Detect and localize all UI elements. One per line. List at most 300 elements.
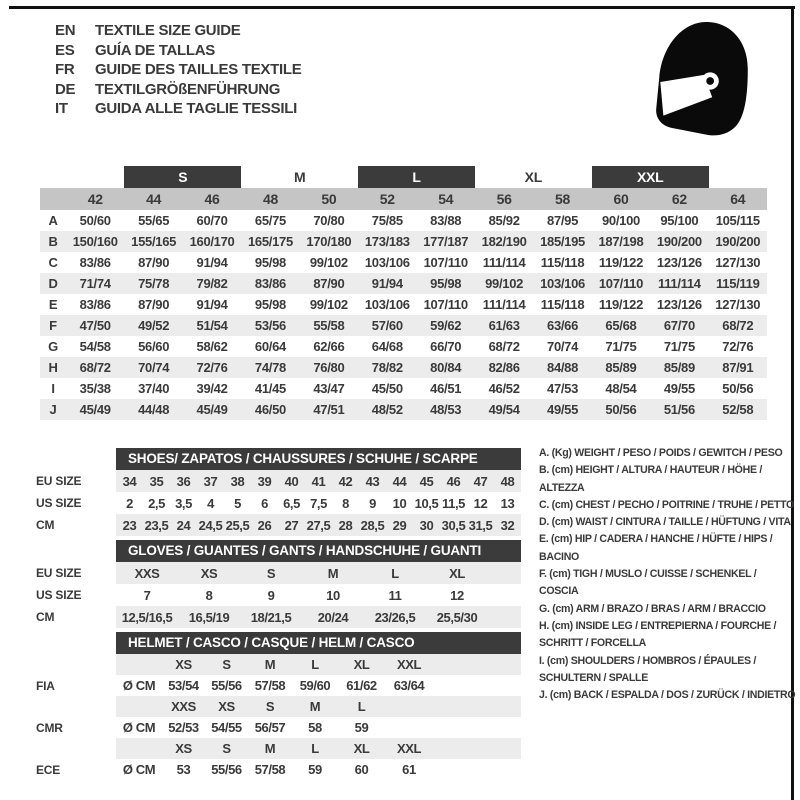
language-title: GUIDE DES TAILLES TEXTILE [95,61,302,78]
shoes-value: 44 [392,473,407,489]
size-value: 75/78 [138,276,170,291]
shoes-value: 30,5 [441,517,466,533]
size-value: 190/200 [715,234,761,249]
size-value: 50/56 [605,402,637,417]
size-value: 65/68 [605,318,637,333]
size-value: 99/102 [485,276,524,291]
shoes-value: 23 [122,517,137,533]
shoes-value: 31,5 [468,517,493,533]
helmet-value: L [311,741,319,756]
size-value: 107/110 [598,276,644,291]
helmet-row [36,675,522,696]
shoes-value: 7,5 [310,495,327,511]
row-label: G [48,339,58,354]
gloves-table [36,540,522,628]
gloves-value: 9 [267,587,275,603]
size-value: 123/126 [656,297,702,312]
size-value: 35/38 [79,381,111,396]
helmet-value: L [311,657,319,672]
size-value: 60/70 [196,213,228,228]
shoes-table-title: SHOES/ ZAPATOS / CHAUSSURES / SCHUHE / SCARPE [116,448,521,470]
size-value: 52/58 [722,402,754,417]
textile-row-g [40,336,767,357]
size-value: 78/82 [371,360,403,375]
shoes-value: 29 [392,517,407,533]
row-label: CM [36,610,55,624]
shoes-value: 6,5 [283,495,300,511]
row-label [36,696,116,717]
legend-line: D. (cm) WAIST / CINTURA / TAILLE / HÜFTUNG / VITA [539,516,791,529]
size-value: 91/94 [371,276,403,291]
gloves-value: XL [449,565,465,581]
size-value: 103/106 [364,297,410,312]
helmet-row [36,738,522,759]
helmet-value: 55/56 [211,678,242,693]
language-header [55,21,301,119]
row-label: US SIZE [36,588,82,602]
size-value: 115/119 [716,276,760,291]
shoes-value: 32 [500,517,515,533]
size-value: 45/49 [79,402,111,417]
helmet-value: 58 [308,720,322,735]
helmet-cells [116,696,521,717]
shoes-value: 46 [446,473,461,489]
size-value: 71/74 [79,276,111,291]
size-value: 177/187 [423,234,469,249]
size-value: 87/91 [722,360,754,375]
helmet-value: XL [353,657,370,672]
size-value: 87/90 [313,276,345,291]
size-column-header: 54 [438,191,454,207]
gloves-row [36,606,522,628]
size-value: 182/190 [481,234,527,249]
size-value: 48/54 [605,381,637,396]
size-column-header: 60 [613,191,629,207]
helmet-value: XXL [396,741,422,756]
size-value: 51/54 [196,318,228,333]
size-value: 107/110 [423,297,468,312]
size-value: 85/89 [605,360,637,375]
size-value: 75/85 [371,213,403,228]
size-value: 190/200 [656,234,702,249]
helmet-value: 56/57 [254,720,286,735]
textile-row-e [40,294,767,315]
size-value: 68/72 [488,339,520,354]
size-value: 72/76 [196,360,228,375]
helmet-cells [116,759,521,780]
shoes-value: 23,5 [144,517,169,533]
helmet-row [36,717,522,738]
size-column-header: 64 [730,191,746,207]
measurement-legend [539,445,797,704]
shoes-value: 48 [500,473,515,489]
helmet-value: 59/60 [299,678,331,693]
helmet-value: 61 [402,762,416,777]
legend-line: B. (cm) HEIGHT / ALTURA / HAUTEUR / HÖHE / ALTEZZA [539,464,763,494]
shoes-value: 24 [176,517,191,533]
legend-item [539,618,797,653]
page-border-top [9,6,795,9]
size-value: 49/55 [547,402,579,417]
size-value: 173/183 [364,234,410,249]
shoes-value: 8 [342,495,349,511]
size-value: 57/60 [371,318,403,333]
shoes-value: 47 [473,473,488,489]
helmet-row [36,654,522,675]
shoes-value: 5 [234,495,241,511]
legend-line: E. (cm) HIP / CADERA / HANCHE / HÜFTE / HIPS / BACINO [539,533,773,563]
size-value: 47/50 [79,318,111,333]
size-column-header: 42 [87,191,103,207]
language-code: ES [55,41,75,59]
size-value: 64/68 [371,339,403,354]
helmet-value: XS [218,699,235,714]
shoes-row [36,470,522,492]
legend-line: I. (cm) SHOULDERS / HOMBROS / ÉPAULES / [539,654,757,667]
size-value: 74/78 [254,360,286,375]
size-value: 84/88 [547,360,579,375]
language-row [55,41,301,61]
size-value: 95/98 [254,255,286,270]
gloves-value: XS [200,565,218,581]
size-column-header: 62 [671,191,687,207]
unit-label: Ø CM [122,678,156,693]
textile-row-j [40,399,767,420]
shoes-value: 28,5 [360,517,385,533]
shoes-value: 3,5 [175,495,192,511]
size-value: 83/86 [79,297,111,312]
size-value: 66/70 [430,339,462,354]
gloves-cells [116,606,521,628]
helmet-cells [116,738,521,759]
size-value: 55/65 [138,213,170,228]
legend-line: A. (Kg) WEIGHT / PESO / POIDS / GEWITCH / PESO [539,447,783,459]
gloves-value: 12 [450,587,464,603]
language-row [55,99,301,119]
legend-item [539,514,797,531]
row-label: I [51,381,55,396]
size-value: 39/42 [196,381,228,396]
row-label: B [48,234,58,249]
size-value: 87/90 [138,255,170,270]
shoes-value: 42 [338,473,353,489]
size-value: 111/114 [482,297,526,312]
helmet-value: M [309,699,321,714]
size-group-xxl: XXL [592,166,709,188]
helmet-value: 57/58 [254,762,286,777]
helmet-value: M [264,657,276,672]
size-value: 46/52 [488,381,520,396]
gloves-value: XXS [134,565,160,581]
gloves-value: 16,5/19 [188,609,230,625]
size-value: 127/130 [715,297,761,312]
size-column-header: 58 [555,191,571,207]
helmet-value: 53 [176,762,191,777]
textile-row-c [40,252,767,273]
size-value: 105/115 [715,213,760,228]
language-title: TEXTILE SIZE GUIDE [95,22,241,39]
helmet-row [36,696,522,717]
row-label: E [48,297,58,312]
size-value: 49/54 [488,402,520,417]
size-value: 48/52 [371,402,403,417]
size-value: 150/160 [72,234,118,249]
size-value: 115/118 [540,297,585,312]
size-value: 95/98 [430,276,462,291]
gloves-value: 7 [143,587,151,603]
row-label [36,654,116,675]
gloves-value: L [391,565,399,581]
size-value: 91/94 [196,255,228,270]
size-value: 103/106 [540,276,585,291]
shoes-value: 37 [203,473,218,489]
racing-helmet-icon [650,20,752,138]
size-value: 70/80 [313,213,345,228]
shoes-value: 27,5 [306,517,331,533]
row-label: A [48,213,58,228]
row-label: US SIZE [36,496,82,510]
size-value: 63/66 [547,318,579,333]
size-column-header: 44 [146,191,162,207]
size-value: 37/40 [138,381,170,396]
helmet-cells [116,654,521,675]
helmet-value: 63/64 [393,678,425,693]
helmet-value: XS [175,657,192,672]
shoes-value: 13 [500,495,515,511]
language-title: GUÍA DE TALLAS [95,41,215,59]
shoes-value: 10,5 [414,495,439,511]
size-column-header: 50 [321,191,337,207]
legend-line: C. (cm) CHEST / PECHO / POITRINE / TRUHE / PETTO [539,498,794,511]
size-value: 70/74 [138,360,170,375]
helmet-value: 55/56 [211,762,242,777]
size-value: 50/60 [79,213,111,228]
size-value: 83/86 [254,276,286,291]
size-value: 76/80 [313,360,345,375]
shoes-value: 39 [257,473,272,489]
size-value: 185/195 [540,234,585,249]
size-value: 45/49 [196,402,228,417]
size-value: 107/110 [423,255,468,270]
size-value: 50/56 [722,381,754,396]
size-value: 165/175 [248,234,293,249]
helmet-value: 60 [354,762,369,777]
shoes-value: 27 [284,517,299,533]
size-value: 99/102 [309,297,348,312]
gloves-row [36,584,522,606]
row-label: EU SIZE [36,566,82,580]
textile-row-f [40,315,767,336]
gloves-value: 20/24 [317,609,349,625]
helmet-value: S [222,657,231,672]
helmet-row [36,759,522,780]
size-value: 170/180 [306,234,352,249]
gloves-value: 8 [205,587,213,603]
shoes-cells [116,470,521,492]
size-value: 111/114 [657,276,701,291]
shoes-value: 2,5 [148,495,165,511]
language-row [55,80,301,100]
helmet-value: 61/62 [346,678,377,693]
size-value: 53/56 [254,318,286,333]
size-value: 49/52 [138,318,170,333]
row-label: H [48,360,58,375]
size-column-header: 56 [496,191,512,207]
row-label: EU SIZE [36,474,82,488]
legend-line: SCHRITT / FORCELLA [539,637,647,650]
size-value: 45/50 [371,381,403,396]
size-value: 115/118 [540,255,585,270]
language-title: GUIDA ALLE TAGLIE TESSILI [95,100,297,117]
shoes-value: 2 [126,495,133,511]
size-group-s: S [124,166,241,188]
gloves-value: 25,5/30 [436,609,478,625]
shoes-value: 41 [311,473,326,489]
legend-item [539,497,797,514]
size-value: 72/76 [722,339,754,354]
size-value: 95/98 [254,297,286,312]
legend-item [539,462,797,497]
size-value: 103/106 [364,255,410,270]
row-label: FIA [36,678,55,693]
size-value: 90/100 [601,213,640,228]
size-value: 85/89 [663,360,695,375]
size-value: 65/75 [254,213,286,228]
size-value: 83/88 [430,213,462,228]
size-value: 71/75 [605,339,637,354]
shoes-value: 4 [207,495,214,511]
size-column-header: 52 [379,191,395,207]
legend-line: F. (cm) TIGH / MUSLO / CUISSE / SCHENKEL / COSCIA [539,568,757,598]
size-value: 46/51 [430,381,462,396]
helmet-value: XXS [171,699,196,714]
textile-row-h [40,357,767,378]
row-label: CMR [36,720,63,735]
shoes-value: 26 [257,517,272,533]
gloves-value: 12,5/16,5 [121,609,173,625]
helmet-value: 54/55 [211,720,242,735]
language-row [55,60,301,80]
row-label: C [48,255,58,270]
unit-label: Ø CM [122,720,156,735]
legend-line: H. (cm) INSIDE LEG / ENTREPIERNA / FOURCHE / [539,619,777,632]
gloves-value: 23/26,5 [374,609,416,625]
unit-label: Ø CM [122,762,156,777]
size-value: 119/122 [598,297,644,312]
size-value: 60/64 [254,339,286,354]
shoes-value: 45 [419,473,434,489]
shoes-table [36,448,522,536]
size-value: 111/114 [482,255,526,270]
shoes-row [36,492,522,514]
size-group-m: M [293,169,306,185]
gloves-table-title: GLOVES / GUANTES / GANTS / HANDSCHUHE / GUANTI [116,540,521,562]
size-value: 95/100 [660,213,699,228]
helmet-value: XS [175,741,192,756]
helmet-value: 59 [308,762,322,777]
size-value: 59/62 [430,318,462,333]
textile-row-a [40,210,767,231]
shoes-value: 28 [338,517,353,533]
textile-size-table [40,166,767,420]
size-value: 47/51 [313,402,345,417]
shoes-value: 24,5 [198,517,223,533]
gloves-value: M [327,565,339,581]
size-value: 85/92 [488,213,520,228]
shoes-cells [116,514,521,536]
helmet-value: M [264,741,276,756]
size-value: 51/56 [663,402,695,417]
gloves-cells [116,562,521,584]
size-column-header: 48 [262,191,278,207]
shoes-value: 6 [261,495,268,511]
shoes-value: 40 [284,473,299,489]
size-value: 82/86 [488,360,520,375]
size-value: 43/47 [313,381,345,396]
shoes-value: 10 [392,495,407,511]
helmet-value: 57/58 [254,678,286,693]
helmet-cells [116,717,521,738]
legend-item [539,653,797,688]
textile-row-b [40,231,767,252]
shoes-value: 9 [369,495,376,511]
size-value: 160/170 [189,234,235,249]
size-value: 41/45 [254,381,286,396]
helmet-value: S [222,741,231,756]
size-value: 91/94 [196,297,228,312]
helmet-value: S [265,699,275,714]
size-group-xl: XL [524,169,542,185]
size-value: 67/70 [663,318,695,333]
size-value: 56/60 [138,339,170,354]
language-row [55,21,301,41]
size-value: 47/53 [547,381,579,396]
size-value: 83/86 [79,255,111,270]
size-value: 58/62 [196,339,228,354]
legend-line: J. (cm) BACK / ESPALDA / DOS / ZURÜCK / INDIETRO [539,689,796,702]
shoes-value: 34 [122,473,137,489]
size-column-header: 46 [204,191,220,207]
language-code: FR [55,61,75,78]
gloves-value: S [266,565,276,581]
textile-row-i [40,378,767,399]
size-value: 99/102 [309,255,348,270]
size-value: 68/72 [722,318,754,333]
size-value: 123/126 [656,255,702,270]
shoes-value: 11,5 [442,495,465,511]
size-value: 71/75 [663,339,695,354]
size-value: 68/72 [79,360,111,375]
helmet-value: 53/54 [168,678,199,693]
size-value: 46/50 [254,402,286,417]
helmet-value: 59 [354,720,369,735]
gloves-value: 18/21,5 [250,609,292,625]
helmet-cells [116,675,521,696]
shoes-cells [116,492,521,514]
textile-row-d [40,273,767,294]
legend-item [539,601,797,618]
size-group-l: L [358,166,475,188]
helmet-value: XL [353,741,370,756]
shoes-value: 35 [149,473,164,489]
row-label: F [49,318,57,333]
language-title: TEXTILGRÖßENFÜHRUNG [95,80,281,98]
row-label: CM [36,518,55,532]
size-value: 54/58 [79,339,111,354]
shoes-row [36,514,522,536]
size-value: 187/198 [598,234,644,249]
gloves-value: 11 [388,587,402,603]
